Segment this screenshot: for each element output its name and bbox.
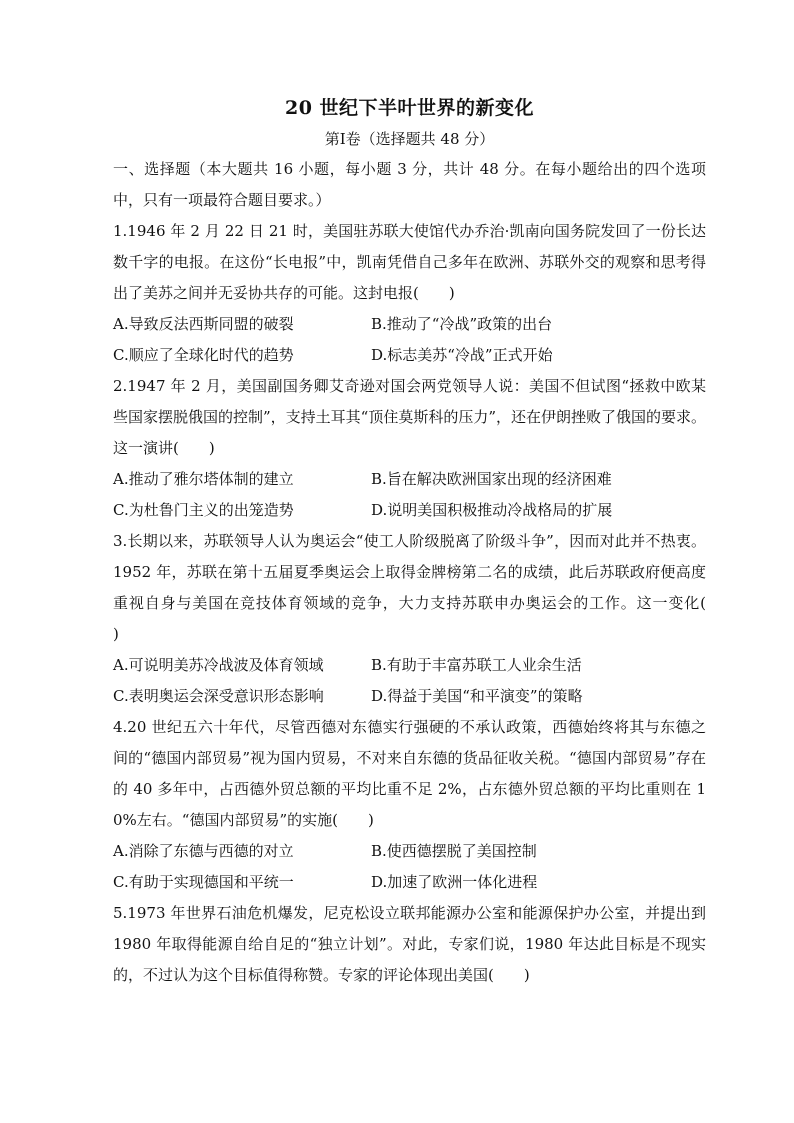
option-grid — [113, 650, 706, 712]
question-4 — [113, 712, 706, 898]
option-b: B.使西德摆脱了美国控制 — [371, 842, 537, 860]
section-subtitle: 第Ⅰ卷（选择题共 48 分） — [324, 130, 495, 148]
option-grid — [113, 464, 706, 526]
option-b: B.推动了“冷战”政策的出台 — [371, 315, 553, 333]
option-c: C.有助于实现德国和平统一 — [113, 873, 294, 891]
option-d: D.得益于美国“和平演变”的策略 — [371, 687, 583, 705]
question-3 — [113, 526, 737, 712]
question-stem: 2.1947 年 2 月，美国副国务卿艾奇逊对国会两党领导人说：美国不但试图“拯救中欧某些国家摆脱俄国的控制”，支持土耳其“顶住莫斯科的压力”，还在伊朗挫败了俄国的要求。这一演讲( ) — [113, 377, 707, 457]
option-grid — [113, 836, 706, 898]
option-d: D.加速了欧洲一体化进程 — [371, 873, 538, 891]
question-1 — [113, 216, 706, 371]
question-stem: 1.1946 年 2 月 22 日 21 时，美国驻苏联大使馆代办乔治·凯南向国务院发回了一份长达数千字的电报。在这份“长电报”中，凯南凭借自己多年在欧洲、苏联外交的观察和思考得出了美苏之间并无妥协共存的可能。这封电报( ) — [113, 222, 706, 302]
option-a: A.推动了雅尔塔体制的建立 — [113, 470, 294, 488]
option-grid — [113, 309, 706, 371]
option-c: C.为杜鲁门主义的出笼造势 — [113, 501, 294, 519]
option-b: B.旨在解决欧洲国家出现的经济困难 — [371, 470, 612, 488]
question-stem: 4.20 世纪五六十年代，尽管西德对东德实行强硬的不承认政策，西德始终将其与东德之间的“德国内部贸易”视为国内贸易，不对来自东德的货品征收关税。“德国内部贸易”存在的 40 多年中，占西德外贸总额的平均比重不足 2%，占东德外贸总额的平均比重则在 10%左右。“德国内部贸易”的实施( ) — [113, 718, 706, 829]
question-stem: 5.1973 年世界石油危机爆发，尼克松设立联邦能源办公室和能源保护办公室，并提出到 1980 年取得能源自给自足的“独立计划”。对此，专家们说，1980 年达此目标是不现实的，不过认为这个目标值得称赞。专家的评论体现出美国( ) — [113, 904, 706, 984]
option-c: C.表明奥运会深受意识形态影响 — [113, 687, 324, 705]
option-a: A.导致反法西斯同盟的破裂 — [113, 315, 294, 333]
option-c: C.顺应了全球化时代的趋势 — [113, 346, 294, 364]
option-a: A.消除了东德与西德的对立 — [113, 842, 294, 860]
option-a: A.可说明美苏冷战波及体育领域 — [113, 656, 324, 674]
document-title: 20 世纪下半叶世界的新变化 — [284, 97, 535, 119]
option-d: D.标志美苏“冷战”正式开始 — [371, 346, 553, 364]
question-2 — [113, 371, 706, 526]
question-5 — [113, 898, 706, 991]
option-d: D.说明美国积极推动冷战格局的扩展 — [371, 501, 613, 519]
question-stem: 3.长期以来，苏联领导人认为奥运会“使工人阶级脱离了阶级斗争”，因而对此并不热衷。1952 年，苏联在第十五届夏季奥运会上取得金牌榜第二名的成绩，此后苏联政府便高度重视自身与美国在竞技体育领域的竞争，大力支持苏联申办奥运会的工作。这一变化( ) — [113, 532, 737, 643]
section-instructions: 一、选择题（本大题共 16 小题，每小题 3 分，共计 48 分。在每小题给出的四个选项中，只有一项最符合题目要求。） — [113, 160, 706, 209]
option-b: B.有助于丰富苏联工人业余生活 — [371, 656, 582, 674]
